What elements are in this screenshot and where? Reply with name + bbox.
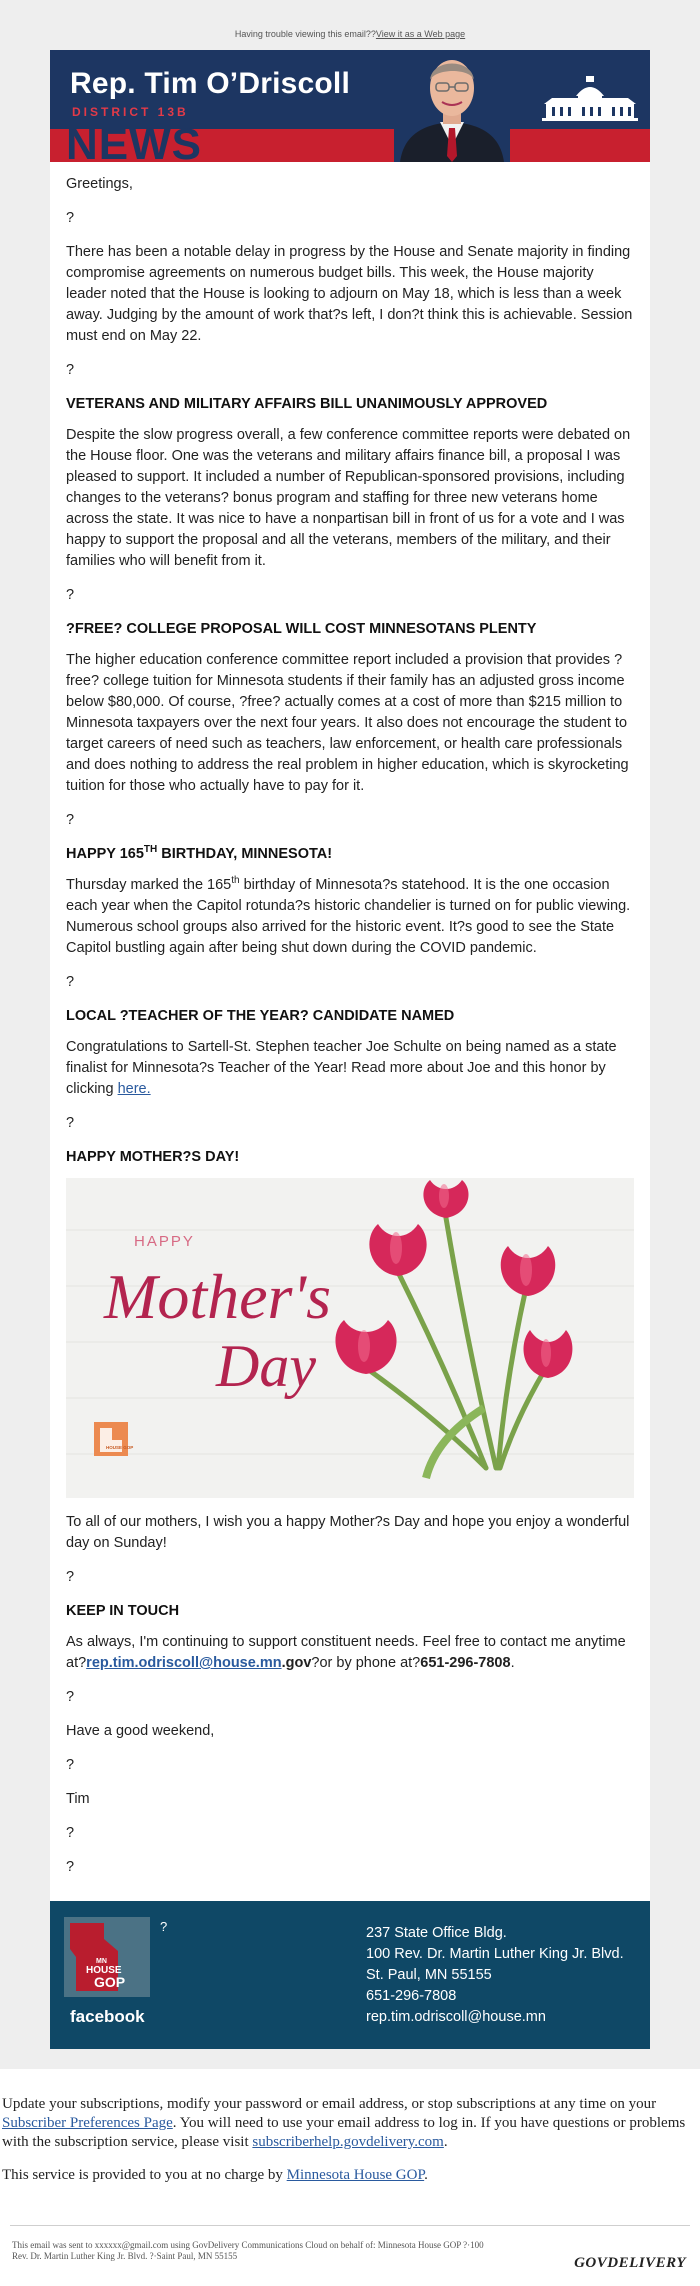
office-phone: 651-296-7808: [366, 1988, 457, 2004]
image-happy-text: HAPPY: [134, 1233, 195, 1250]
signature: Tim: [66, 1791, 90, 1807]
service-text: This service is provided to you at no charge by: [2, 2167, 287, 2183]
teacher-heading: LOCAL ?TEACHER OF THE YEAR? CANDIDATE NAMED: [66, 1008, 455, 1024]
spacer-mark: ?: [66, 1859, 75, 1875]
teacher-read-more-link[interactable]: here.: [117, 1081, 151, 1097]
greeting: Greetings,: [66, 176, 133, 192]
preheader: [0, 0, 700, 50]
birthday-heading-sup: TH: [143, 844, 158, 856]
spacer-mark: ?: [66, 974, 75, 990]
birthday-paragraph-sup: th: [231, 875, 240, 887]
spacer-mark: ?: [66, 1115, 75, 1131]
office-address: [366, 1923, 624, 2028]
college-heading: ?FREE? COLLEGE PROPOSAL WILL COST MINNESOTANS PLENTY: [66, 621, 537, 637]
view-as-web-page-link[interactable]: View it as a Web page: [375, 29, 466, 39]
subscriber-preferences-link[interactable]: Subscriber Preferences Page: [2, 2115, 173, 2131]
legal-line-2: Rev. Dr. Martin Luther King Jr. Blvd. ?·Saint Paul, MN 55155: [12, 2251, 238, 2261]
logo-gop-text: GOP: [94, 1974, 126, 1990]
intro-paragraph: There has been a notable delay in progress by the House and Senate majority in finding compromise agreements on numerous budget bills. This week, the House majority leader noted that the House is looking to adjourn on May 18, which is less than a week away. Judging by the amount of work that?s left, I don?t think this is achievable. Session must end on May 22.: [66, 244, 633, 344]
birthday-paragraph-end: birthday of Minnesota?s statehood. It is the one occasion each year when the Capitol rotunda?s historic chandelier is turned on for public viewing. Numerous school groups also arrived for the historic event. It?s good to see the State Capitol bustling again after being shut down during the COVID pandemic.: [66, 877, 631, 956]
keep-in-touch-end: .: [510, 1655, 515, 1671]
teacher-paragraph-text: Congratulations to Sartell-St. Stephen teacher Joe Schulte on being named as a state finalist for Minnesota?s Teacher of the Year! Read more about Joe and this honor by clicking: [66, 1039, 617, 1097]
mothers-day-image: [66, 1178, 634, 1498]
birthday-heading-end: BIRTHDAY, MINNESOTA!: [157, 846, 333, 862]
address-line-1: 237 State Office Bldg.: [366, 1925, 507, 1941]
spacer-mark: ?: [66, 1825, 75, 1841]
keep-in-touch-heading: KEEP IN TOUCH: [66, 1603, 180, 1619]
closing-line: Have a good weekend,: [66, 1723, 215, 1739]
birthday-paragraph-start: Thursday marked the 165: [66, 877, 232, 893]
mn-house-gop-link[interactable]: Minnesota House GOP: [286, 2167, 425, 2183]
spacer-mark: ?: [66, 1757, 75, 1773]
birthday-heading-start: HAPPY 165: [66, 846, 144, 862]
address-line-3: St. Paul, MN 55155: [366, 1967, 492, 1983]
legal-line-1: This email was sent to xxxxxx@gmail.com using GovDelivery Communications Cloud on behalf of: Minnesota House GOP ?·100: [12, 2240, 484, 2250]
image-logo-text: HOUSE GOP: [106, 1445, 134, 1450]
logo-house-text: HOUSE: [86, 1965, 122, 1976]
mothers-day-heading: HAPPY MOTHER?S DAY!: [66, 1149, 240, 1165]
subscription-paragraph: [2, 2095, 698, 2152]
govdelivery-logo[interactable]: GOVDELIVERY: [574, 2255, 686, 2271]
teacher-paragraph: [66, 1037, 634, 1100]
address-line-2: 100 Rev. Dr. Martin Luther King Jr. Blvd.: [366, 1946, 624, 1962]
logo-mn-text: MN: [96, 1958, 107, 1965]
veterans-paragraph: Despite the slow progress overall, a few conference committee reports were debated on the House floor. One was the veterans and military affairs finance bill, a proposal I was pleased to support. It included a number of Republican-sponsored provisions, including changes to the veterans? bonus program and staffing for three new veterans home across the state. It was nice to have a nonpartisan bill in front of us for a vote and I was happy to support the proposal and all the veterans, members of the military, and their families who will benefit from it.: [66, 427, 631, 569]
veterans-heading: VETERANS AND MILITARY AFFAIRS BILL UNANIMOUSLY APPROVED: [66, 396, 548, 412]
newsletter-content: [50, 162, 650, 1901]
spacer-mark: ?: [66, 362, 75, 378]
subscription-text: Update your subscriptions, modify your password or email address, or stop subscriptions at any time on your: [2, 2096, 657, 2112]
keep-in-touch-mid: ?or by phone at?: [311, 1655, 421, 1671]
contact-footer: [50, 1901, 650, 2049]
email-container: [50, 50, 650, 2049]
spacer-mark: ?: [66, 1569, 75, 1585]
preheader-text: Having trouble viewing this email??: [234, 29, 376, 39]
spacer-mark: ?: [66, 1689, 75, 1705]
mothers-day-paragraph: To all of our mothers, I wish you a happy Mother?s Day and hope you enjoy a wonderful day on Sunday!: [66, 1514, 630, 1551]
spacer-mark: ?: [66, 210, 75, 226]
footer-spacer-mark: ?: [160, 1919, 168, 1934]
subscriber-help-link[interactable]: subscriberhelp.govdelivery.com: [252, 2134, 444, 2150]
phone-number: 651-296-7808: [420, 1655, 511, 1671]
office-email: rep.tim.odriscoll@house.mn: [366, 2009, 546, 2025]
facebook-link[interactable]: facebook: [70, 2007, 145, 2026]
keep-in-touch-paragraph: [66, 1632, 634, 1674]
capitol-icon: [542, 74, 638, 124]
service-paragraph: [2, 2166, 698, 2185]
service-text-end: .: [424, 2167, 428, 2183]
image-day-text: Day: [216, 1333, 316, 1399]
subscription-text-mid: . You will need to use your email address to log in. If you have questions or problems with the subscription service, please visit: [2, 2115, 686, 2150]
representative-portrait: [394, 50, 510, 162]
gap: [0, 2049, 700, 2069]
mn-house-gop-logo[interactable]: [64, 1917, 150, 1997]
subscription-text-end: .: [443, 2134, 448, 2150]
newsletter-banner: [50, 50, 650, 162]
district-label: DISTRICT 13B: [72, 105, 189, 119]
subscription-notice: [0, 2069, 700, 2286]
birthday-paragraph: [66, 875, 634, 959]
news-label: NEWS: [66, 120, 202, 162]
spacer-mark: ?: [66, 587, 75, 603]
spacer-mark: ?: [66, 812, 75, 828]
email-link[interactable]: rep.tim.odriscoll@house.mn: [86, 1655, 282, 1671]
image-mothers-text: Mother's: [104, 1261, 331, 1332]
keep-in-touch-text: As always, I'm continuing to support constituent needs. Feel free to contact me anytime at?: [66, 1634, 626, 1671]
representative-name: Rep. Tim O’Driscoll: [70, 67, 350, 100]
email-link-tail: .gov: [281, 1655, 312, 1671]
college-paragraph: The higher education conference committee report included a provision that provides ?free? college tuition for Minnesota students if their family has an adjusted gross income below $80,000. Of course, ?free? actually comes at a cost of more than $215 million to Minnesota taxpayers over the next four years. It also does not encourage the student to target careers of need such as teachers, law enforcement, or health care professionals and does nothing to address the real problem in higher education, which is skyrocketing tuition for those who actually have to pay for it.: [66, 652, 629, 794]
birthday-heading: [66, 844, 634, 865]
legal-footer: [2, 2226, 698, 2286]
